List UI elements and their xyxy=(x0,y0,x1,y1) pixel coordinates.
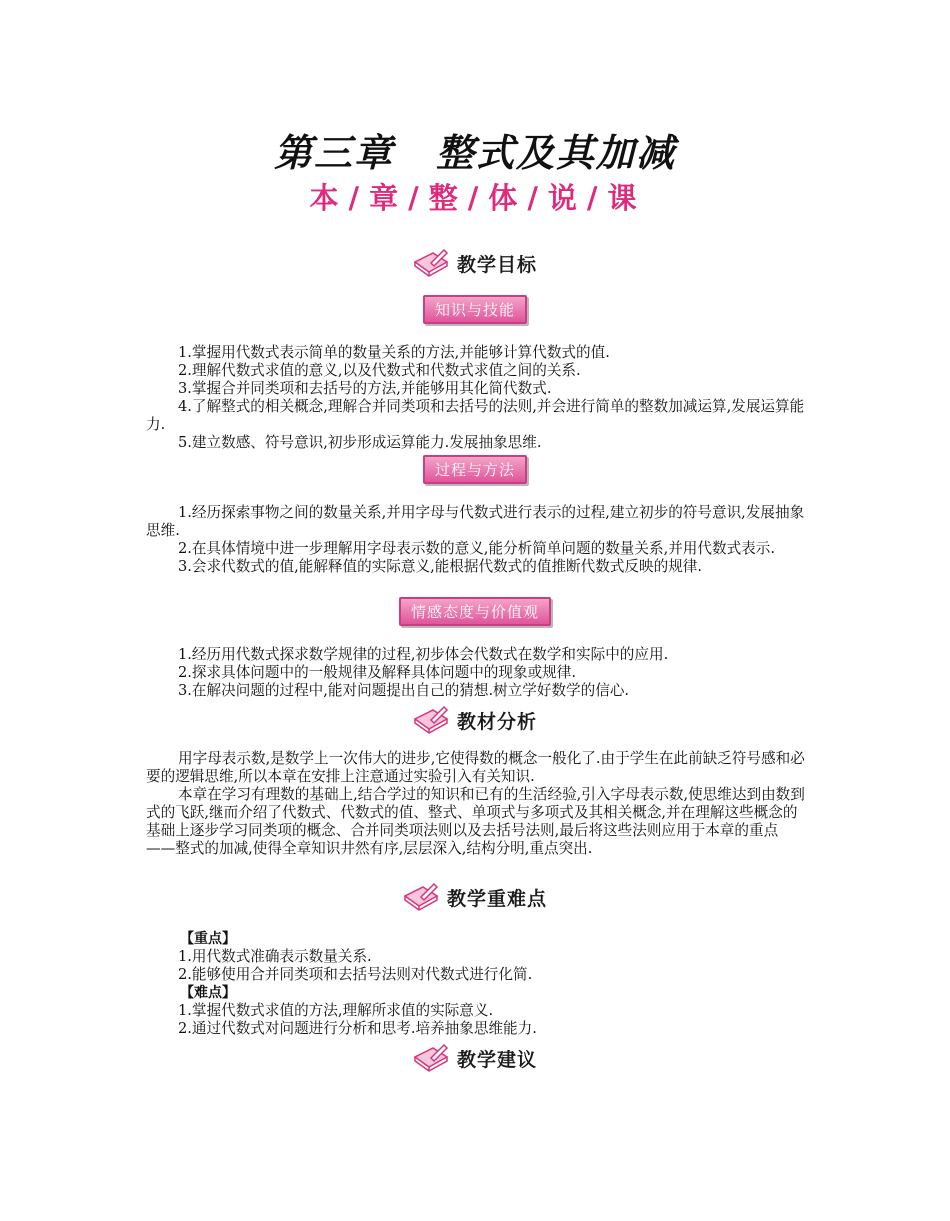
book-pencil-icon xyxy=(413,248,449,278)
list-item: 2.理解代数式求值的意义,以及代数式和代数式求值之间的关系. xyxy=(178,362,581,379)
analysis-text xyxy=(146,750,806,858)
attitude-list xyxy=(146,646,806,700)
book-pencil-icon xyxy=(413,705,449,735)
book-pencil-icon xyxy=(413,1043,449,1073)
list-item: 2.探求具体问题中的一般规律及解释具体问题中的现象或规律. xyxy=(178,664,577,681)
chapter-number: 第三章 xyxy=(273,131,394,175)
section-title: 教学重难点 xyxy=(446,887,547,910)
subsection-label: 过程与方法 xyxy=(423,455,527,484)
list-item: 4.了解整式的相关概念,理解合并同类项和去括号的法则,并会进行简单的整数加减运算,发展运算能力. xyxy=(146,398,805,433)
subsection-label: 情感态度与价值观 xyxy=(399,597,551,626)
keypoints-list xyxy=(146,930,806,1038)
subtitle-char: 说 xyxy=(547,181,581,215)
paragraph: 本章在学习有理数的基础上,结合学过的知识和已有的生活经验,引入字母表示数,使思维达到由数到式的飞跃,继而介绍了代数式、代数式的值、整式、单项式与多项式及其相关概念,并在理解这些概念的基础上逐步学习同类项的概念、合并同类项法则以及去括号法则,最后将这些法则应用于本章的重点——整式的加减,使得全章知识井然有序,层层深入,结构分明,重点突出. xyxy=(146,786,805,857)
list-item: 2.在具体情境中进一步理解用字母表示数的意义,能分析简单问题的数量关系,并用代数式表示. xyxy=(178,540,776,557)
paragraph: 用字母表示数,是数学上一次伟大的进步,它使得数的概念一般化了.由于学生在此前缺乏符号感和必要的逻辑思维,所以本章在安排上注意通过实验引入有关知识. xyxy=(146,750,805,785)
section-title: 教学建议 xyxy=(456,1048,537,1071)
list-item: 1.经历探索事物之间的数量关系,并用字母与代数式进行表示的过程,建立初步的符号意识,发展抽象思维. xyxy=(146,504,805,539)
subtitle-char: 整 xyxy=(428,181,462,215)
chapter-title xyxy=(0,122,950,177)
knowledge-list xyxy=(146,344,806,452)
list-item: 1.掌握用代数式表示简单的数量关系的方法,并能够计算代数式的值. xyxy=(178,344,610,361)
subtitle-char: 课 xyxy=(607,181,641,215)
key-label: 【重点】 xyxy=(180,931,236,947)
list-item: 3.掌握合并同类项和去括号的方法,并能够用其化简代数式. xyxy=(178,380,552,397)
chapter-subtitle: 本 / 章 / 整 / 体 / 说 / 课 xyxy=(0,176,950,217)
subtitle-char: 本 xyxy=(309,181,343,215)
section-heading-goals xyxy=(0,248,950,282)
subtitle-char: 体 xyxy=(488,181,522,215)
subtitle-char: 章 xyxy=(369,181,403,215)
list-item: 3.会求代数式的值,能解释值的实际意义,能根据代数式的值推断代数式反映的规律. xyxy=(178,558,703,575)
difficult-label: 【难点】 xyxy=(180,985,236,1001)
list-item: 1.掌握代数式求值的方法,理解所求值的实际意义. xyxy=(178,1002,494,1019)
section-title: 教材分析 xyxy=(456,710,537,733)
book-pencil-icon xyxy=(403,882,439,912)
subsection-tag-process xyxy=(0,455,950,484)
list-item: 1.用代数式准确表示数量关系. xyxy=(178,948,372,965)
section-title: 教学目标 xyxy=(456,253,537,276)
list-item: 2.能够使用合并同类项和去括号法则对代数式进行化简. xyxy=(178,966,533,983)
list-item: 1.经历用代数式探求数学规律的过程,初步体会代数式在数学和实际中的应用. xyxy=(178,646,669,663)
list-item: 5.建立数感、符号意识,初步形成运算能力.发展抽象思维. xyxy=(178,434,542,451)
chapter-name: 整式及其加减 xyxy=(436,131,677,175)
subsection-label: 知识与技能 xyxy=(423,295,527,324)
process-list xyxy=(146,504,806,576)
subsection-tag-attitude xyxy=(0,597,950,626)
subsection-tag-knowledge xyxy=(0,295,950,324)
section-heading-suggestions xyxy=(0,1043,950,1077)
section-heading-analysis xyxy=(0,705,950,739)
section-heading-keypoints xyxy=(0,882,950,916)
list-item: 2.通过代数式对问题进行分析和思考.培养抽象思维能力. xyxy=(178,1020,537,1037)
list-item: 3.在解决问题的过程中,能对问题提出自己的猜想.树立学好数学的信心. xyxy=(178,682,630,699)
